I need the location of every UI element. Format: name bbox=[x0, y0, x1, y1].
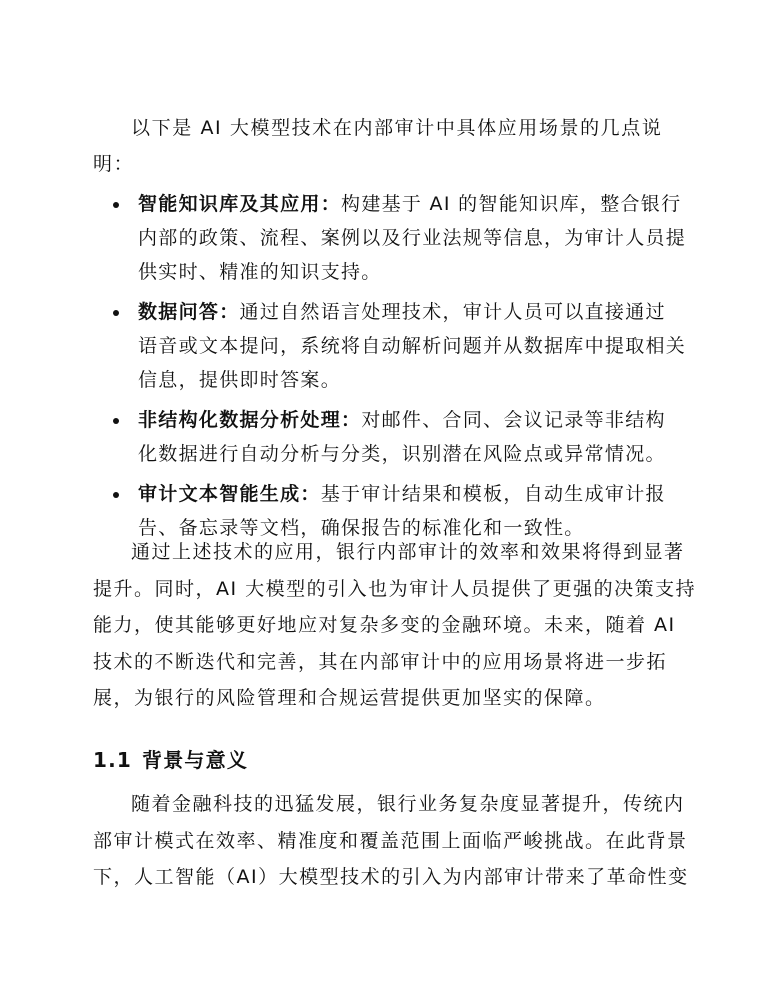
list-item-title: 智能知识库及其应用： bbox=[138, 193, 342, 215]
list-item-first-line bbox=[138, 187, 693, 221]
list-item-data-qa bbox=[93, 295, 693, 397]
list-item-text: 通过自然语言处理技术，审计人员可以直接通过 bbox=[239, 301, 666, 323]
section-number: 1.1 bbox=[93, 748, 133, 772]
summary-paragraph bbox=[93, 534, 697, 717]
paragraph-line: 提升。同时，AI 大模型的引入也为审计人员提供了更强的决策支持 bbox=[93, 577, 697, 600]
paragraph-line: 能力，使其能够更好地应对复杂多变的金融环境。未来，随着 AI bbox=[93, 614, 676, 636]
paragraph-line: 随着金融科技的迅猛发展，银行业务复杂度显著提升，传统内 bbox=[131, 793, 685, 815]
section-heading bbox=[93, 742, 248, 778]
bullet-dot-icon bbox=[113, 310, 119, 316]
list-item-title: 数据问答： bbox=[138, 301, 240, 323]
background-paragraph bbox=[93, 786, 689, 896]
list-item-knowledge-base bbox=[93, 187, 693, 289]
list-item-line: 供实时、精准的知识支持。 bbox=[138, 261, 382, 283]
list-item-line: 内部的政策、流程、案例以及行业法规等信息，为审计人员提 bbox=[138, 227, 687, 249]
list-item-line: 告、备忘录等文档，确保报告的标准化和一致性。 bbox=[138, 517, 585, 539]
list-item-title: 非结构化数据分析处理： bbox=[138, 409, 362, 431]
list-item-text: 基于审计结果和模板，自动生成审计报 bbox=[320, 483, 666, 505]
intro-line-2: 明： bbox=[93, 153, 135, 175]
section-title: 背景与意义 bbox=[142, 748, 249, 772]
application-scenario-list bbox=[93, 187, 693, 551]
paragraph-line: 展，为银行的风险管理和合规运营提供更加坚实的保障。 bbox=[93, 687, 606, 709]
list-item-title: 审计文本智能生成： bbox=[138, 483, 321, 505]
bullet-dot-icon bbox=[113, 202, 119, 208]
intro-line-1: 以下是 AI 大模型技术在内部审计中具体应用场景的几点说 bbox=[131, 117, 663, 139]
list-item-first-line bbox=[138, 477, 693, 511]
list-item-line: 化数据进行自动分析与分类，识别潜在风险点或异常情况。 bbox=[138, 443, 666, 465]
list-item-line: 信息，提供即时答案。 bbox=[138, 369, 342, 391]
list-item-unstructured-data bbox=[93, 403, 693, 471]
list-item-first-line bbox=[138, 295, 693, 329]
list-item-text: 构建基于 AI 的智能知识库，整合银行 bbox=[341, 193, 682, 215]
list-item-text: 对邮件、合同、会议记录等非结构 bbox=[361, 409, 666, 431]
paragraph-line: 部审计模式在效率、精准度和覆盖范围上面临严峻挑战。在此背景 bbox=[93, 829, 688, 852]
list-item-line: 语音或文本提问，系统将自动解析问题并从数据库中提取相关 bbox=[138, 335, 687, 357]
bullet-dot-icon bbox=[113, 492, 119, 498]
paragraph-line: 通过上述技术的应用，银行内部审计的效率和效果将得到显著 bbox=[131, 541, 685, 563]
bullet-dot-icon bbox=[113, 418, 119, 424]
paragraph-line: 技术的不断迭代和完善，其在内部审计中的应用场景将进一步拓 bbox=[93, 650, 668, 673]
list-item-first-line bbox=[138, 403, 693, 437]
paragraph-line: 下，人工智能（AI）大模型技术的引入为内部审计带来了革命性变 bbox=[93, 866, 689, 888]
